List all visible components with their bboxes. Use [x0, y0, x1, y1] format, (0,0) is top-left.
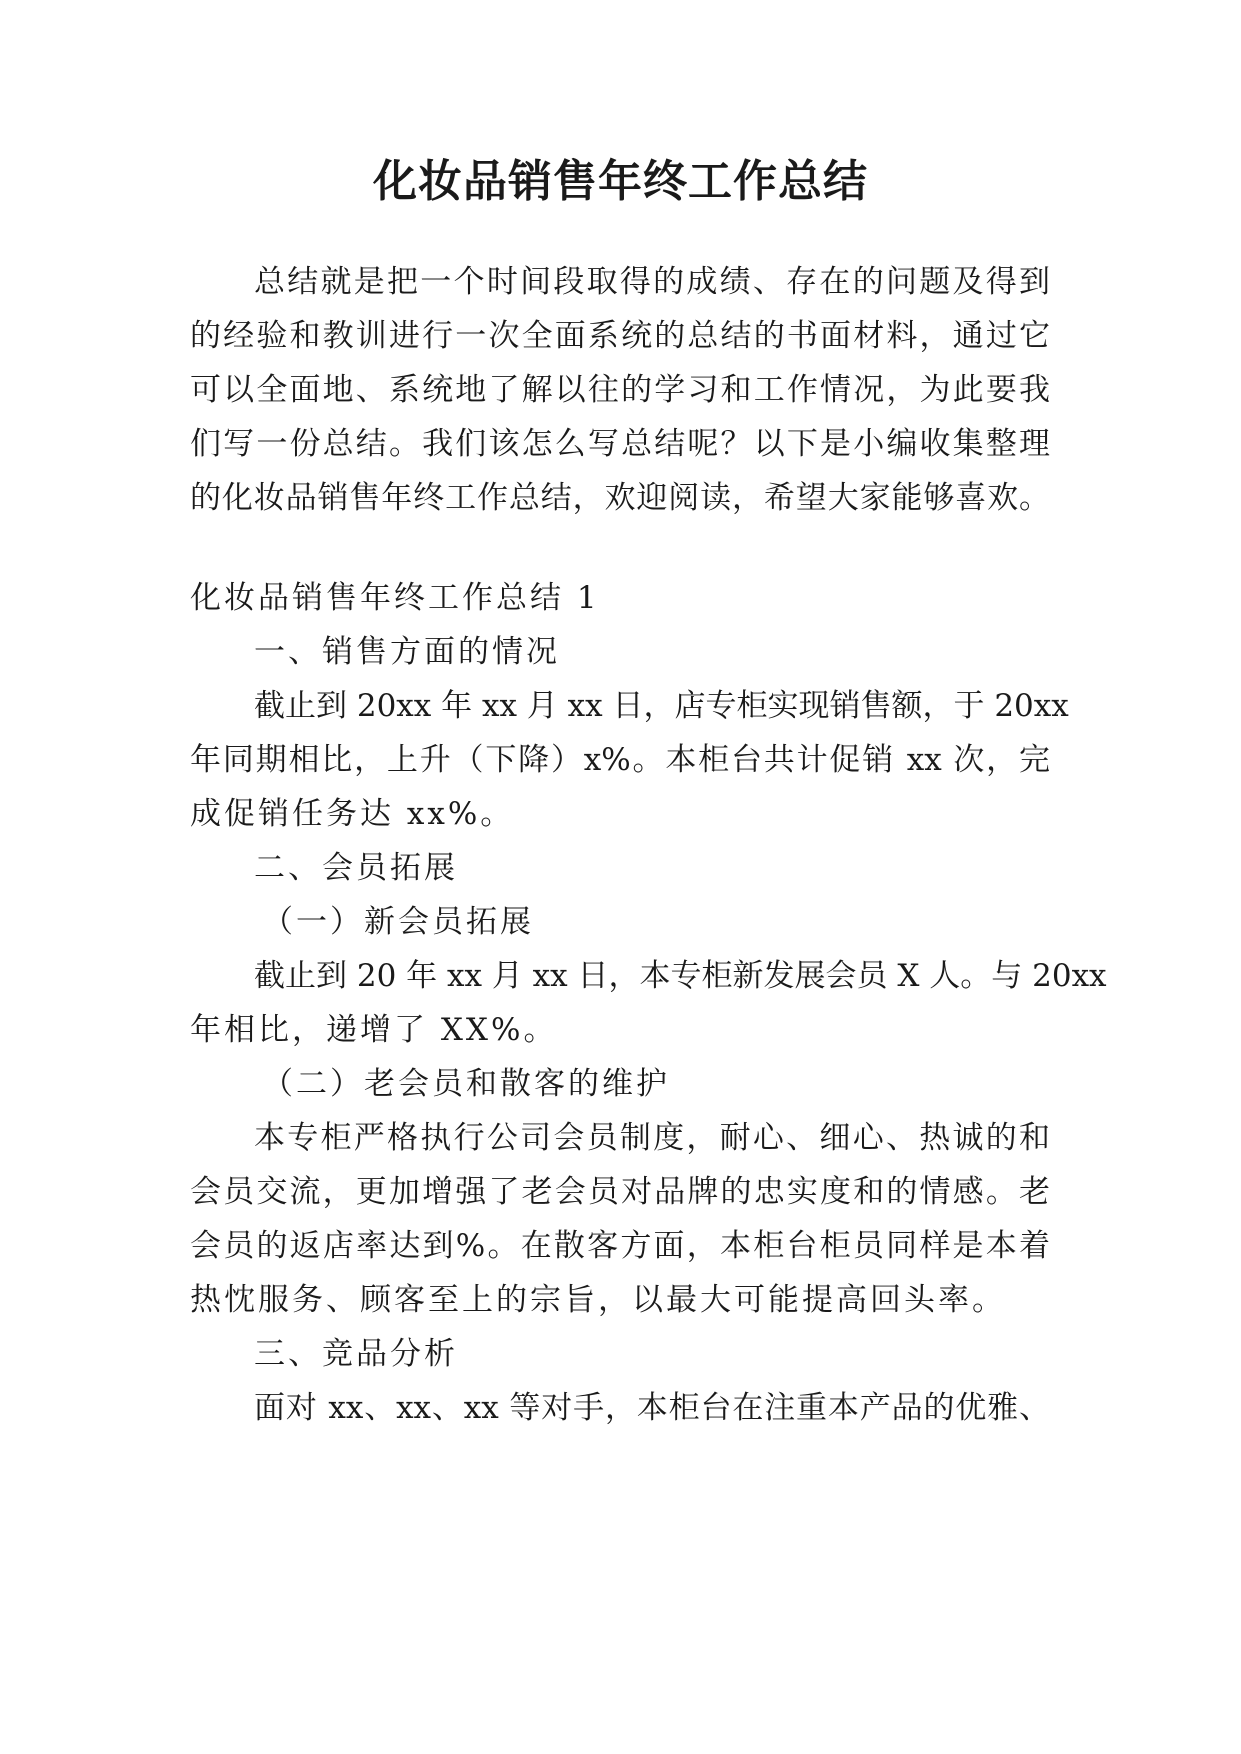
subheading-line: （二）老会员和散客的维护 [262, 1066, 670, 1102]
subheading-line: （一）新会员拓展 [262, 904, 534, 940]
intro-line: 总结就是把一个时间段取得的成绩、存在的问题及得到 [254, 264, 1050, 300]
body-line: 年相比，递增了 XX%。 [190, 1012, 558, 1048]
intro-line: 们写一份总结。我们该怎么写总结呢？以下是小编收集整理 [190, 426, 1050, 462]
intro-line: 的经验和教训进行一次全面系统的总结的书面材料，通过它 [190, 318, 1050, 354]
body-line: 面对 xx、xx、xx 等对手，本柜台在注重本产品的优雅、 [254, 1390, 1050, 1426]
intro-line: 的化妆品销售年终工作总结，欢迎阅读，希望大家能够喜欢。 [190, 480, 1050, 516]
body-line: 成促销任务达 xx%。 [190, 796, 515, 832]
heading-line: 二、会员拓展 [254, 850, 458, 886]
body-line: 年同期相比，上升（下降）x%。本柜台共计促销 xx 次，完 [190, 742, 1050, 778]
body-line: 会员交流，更加增强了老会员对品牌的忠实度和的情感。老 [190, 1174, 1050, 1210]
body-line: 截止到 20 年 xx 月 xx 日，本专柜新发展会员 X 人。与 20xx [254, 958, 1107, 994]
body-line: 会员的返店率达到%。在散客方面，本柜台柜员同样是本着 [190, 1228, 1050, 1264]
section-title: 化妆品销售年终工作总结 1 [190, 580, 600, 616]
heading-line: 一、销售方面的情况 [254, 634, 560, 670]
body-line: 本专柜严格执行公司会员制度，耐心、细心、热诚的和 [254, 1120, 1050, 1156]
body-line: 截止到 20xx 年 xx 月 xx 日，店专柜实现销售额，于 20xx [254, 688, 1069, 724]
body-line: 热忱服务、顾客至上的宗旨，以最大可能提高回头率。 [190, 1282, 1006, 1318]
heading-line: 三、竞品分析 [254, 1336, 458, 1372]
intro-line: 可以全面地、系统地了解以往的学习和工作情况，为此要我 [190, 372, 1050, 408]
document-title: 化妆品销售年终工作总结 [373, 156, 868, 207]
